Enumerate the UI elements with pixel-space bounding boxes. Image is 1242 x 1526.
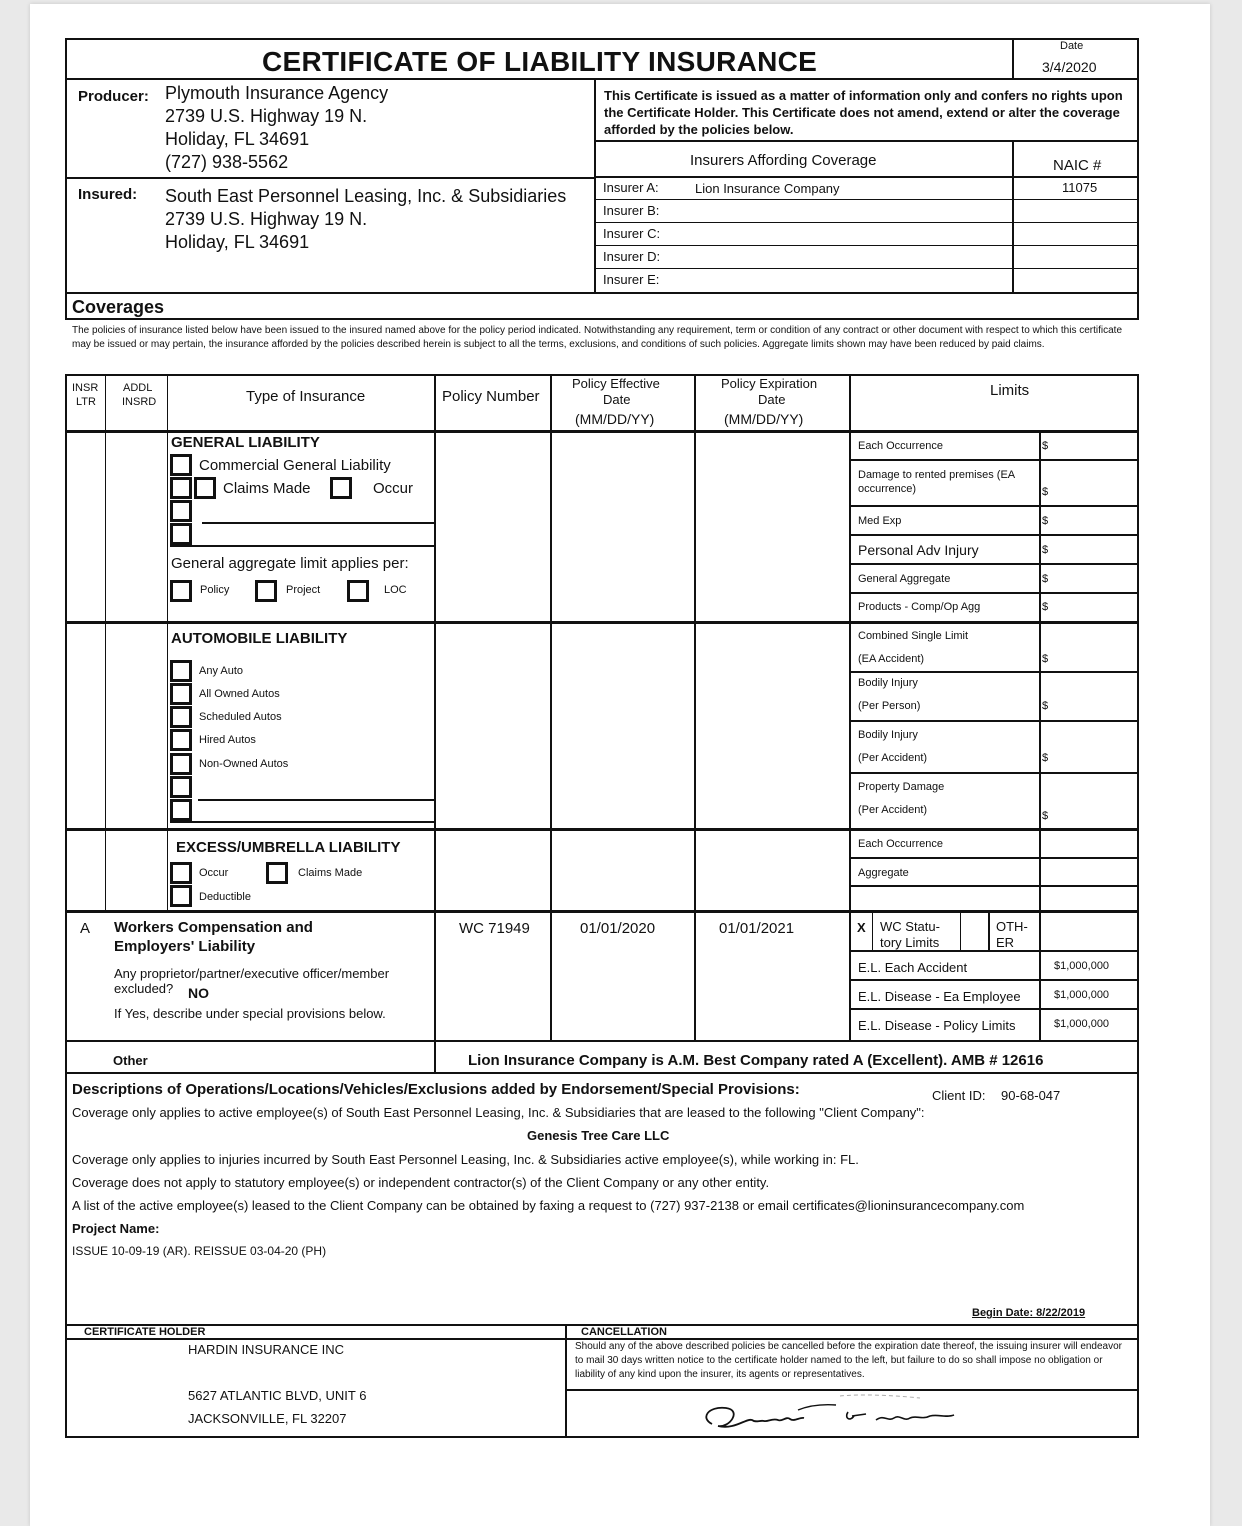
description-line: Coverage only applies to active employee(s) of South East Personnel Leasing, Inc. & Subsidiaries that are leased to the following "Client Company": [72, 1105, 925, 1120]
excess-occur-checkbox[interactable] [170, 862, 192, 884]
certificate-date: 3/4/2020 [1042, 59, 1097, 75]
cancellation-text: Should any of the above described policies be cancelled before the expiration date thereof, the issuing insurer will endeavor to mail 30 days written notice to the certificate holder named to the left, but failure to do so shall impose no obligation or liability of any kind upon the insurer, its agents or representatives. [575, 1341, 1123, 1380]
occur-label: Occur [373, 480, 414, 497]
client-id-label: Client ID: [932, 1088, 986, 1103]
loc-label: LOC [384, 584, 407, 596]
expiration-header: (MM/DD/YY) [724, 411, 804, 427]
limit-label: Combined Single Limit [858, 630, 969, 642]
wc-limit-value: $1,000,000 [1054, 1018, 1110, 1030]
project-label: Project [286, 584, 321, 596]
project-checkbox[interactable] [255, 580, 277, 602]
description-line: Coverage does not apply to statutory employee(s) or independent contractor(s) of the Client Company or any other entity. [72, 1175, 770, 1190]
effective-header: Date [603, 392, 631, 407]
wc-limit-value: $1,000,000 [1054, 989, 1110, 1001]
limit-label: Products - Comp/Op Agg [858, 601, 981, 613]
holder-line: HARDIN INSURANCE INC [188, 1342, 345, 1357]
wc-question: excluded? [114, 981, 174, 996]
scheduled-autos-checkbox[interactable] [170, 706, 192, 728]
excess-claims-made-checkbox[interactable] [266, 862, 288, 884]
wc-other-label: ER [996, 935, 1015, 950]
cancellation-label: CANCELLATION [581, 1326, 667, 1338]
producer-label: Producer: [78, 88, 149, 105]
dollar-sign: $ [1042, 810, 1049, 822]
policy-header: Policy Number [442, 388, 540, 405]
begin-date: Begin Date: 8/22/2019 [972, 1307, 1086, 1319]
other-auto-checkbox[interactable] [170, 799, 192, 821]
authorized-signature [690, 1390, 980, 1438]
naic-header: NAIC # [1053, 157, 1102, 174]
dollar-sign: $ [1042, 653, 1049, 665]
insured-label: Insured: [78, 186, 138, 203]
insured-line: Holiday, FL 34691 [165, 232, 310, 252]
limit-label: General Aggregate [858, 573, 951, 585]
wc-title: Employers' Liability [114, 938, 256, 955]
coverages-title-box [65, 292, 1139, 320]
project-name-label: Project Name: [72, 1221, 160, 1236]
ltr-header: LTR [76, 396, 96, 408]
deductible-label: Deductible [199, 891, 251, 903]
insured-line: South East Personnel Leasing, Inc. & Subsidiaries [165, 186, 567, 206]
insurer-rating: Lion Insurance Company is A.M. Best Company rated A (Excellent). AMB # 12616 [468, 1052, 1044, 1069]
limit-label: Personal Adv Injury [858, 542, 979, 558]
holder-line: 5627 ATLANTIC BLVD, UNIT 6 [188, 1388, 367, 1403]
auto-item-label: Hired Autos [199, 734, 256, 746]
dollar-sign: $ [1042, 440, 1049, 452]
limits-header: Limits [990, 382, 1030, 399]
deductible-checkbox[interactable] [170, 885, 192, 907]
dollar-sign: $ [1042, 700, 1049, 712]
other-label: Other [113, 1053, 148, 1068]
wc-expiration-date: 01/01/2021 [719, 920, 795, 937]
auto-item-label: Scheduled Autos [199, 711, 282, 723]
limit-label: Property Damage [858, 781, 945, 793]
claims-made-checkbox-a[interactable] [170, 477, 192, 499]
client-company: Genesis Tree Care LLC [527, 1128, 670, 1143]
policy-label: Policy [200, 584, 230, 596]
cgl-checkbox[interactable] [170, 454, 192, 476]
hired-autos-checkbox[interactable] [170, 729, 192, 751]
insurer-c-label: Insurer C: [603, 226, 661, 241]
wc-title: Workers Compensation and [114, 919, 313, 936]
claims-made-label: Claims Made [223, 480, 311, 497]
limit-label: (EA Accident) [858, 653, 925, 665]
insurers-header: Insurers Affording Coverage [690, 152, 877, 169]
wc-statutory-label: WC Statu- [880, 919, 940, 934]
coverages-title: Coverages [72, 297, 165, 317]
general-liability-title: GENERAL LIABILITY [171, 434, 320, 451]
insurer-a-label: Insurer A: [603, 180, 659, 195]
limit-label: (Per Accident) [858, 752, 928, 764]
dollar-sign: $ [1042, 515, 1049, 527]
limit-label: (Per Accident) [858, 804, 928, 816]
certificate-page [30, 4, 1210, 1526]
holder-line: JACKSONVILLE, FL 32207 [188, 1411, 347, 1426]
type-header: Type of Insurance [246, 388, 366, 405]
wc-other-label: OTH- [996, 919, 1028, 934]
description-line: A list of the active employee(s) leased to the Client Company can be obtained by faxing a request to (727) 937-2138 or email certificates@lioninsurancecompany.com [72, 1198, 1025, 1213]
dollar-sign: $ [1042, 601, 1049, 613]
limit-label: Bodily Injury [858, 729, 918, 741]
all-owned-autos-checkbox[interactable] [170, 683, 192, 705]
wc-statutory-mark: X [857, 920, 866, 935]
limit-label: Damage to rented premises (EA occurrence) [858, 469, 1015, 495]
certificate-notice: This Certificate is issued as a matter of information only and confers no rights upon the Certificate Holder. This Certificate does not amend, extend or alter the coverage afforded by the policies below. [604, 88, 1123, 137]
document-title: CERTIFICATE OF LIABILITY INSURANCE [262, 46, 818, 77]
producer-line: 2739 U.S. Highway 19 N. [165, 106, 368, 126]
date-label: Date [1060, 40, 1084, 52]
wc-limit-label: E.L. Disease - Policy Limits [858, 1018, 1016, 1033]
insurer-e-label: Insurer E: [603, 272, 660, 287]
producer-line: (727) 938-5562 [165, 152, 289, 172]
claims-made-checkbox[interactable] [194, 477, 216, 499]
auto-item-label: All Owned Autos [199, 688, 280, 700]
issue-note: ISSUE 10-09-19 (AR). REISSUE 03-04-20 (PH) [72, 1244, 327, 1258]
certificate-holder-label: CERTIFICATE HOLDER [84, 1326, 206, 1338]
coverages-text: The policies of insurance listed below have been issued to the insured named above for the policy period indicated. Notwithstanding any requirement, term or condition of any contract or other document with respect to which this certificate may be issued or may pertain, the insurance afforded by the policies described herein is subject to all the terms, exclusions, and conditions of such policies. Aggregate limits shown may have been reduced by paid claims. [72, 325, 1123, 350]
effective-header: (MM/DD/YY) [575, 411, 655, 427]
any-auto-checkbox[interactable] [170, 660, 192, 682]
other-checkbox[interactable] [170, 500, 192, 522]
dollar-sign: $ [1042, 752, 1049, 764]
wc-limit-value: $1,000,000 [1054, 960, 1110, 972]
wc-question: Any proprietor/partner/executive officer/member [114, 966, 390, 981]
descriptions-title: Descriptions of Operations/Locations/Vehicles/Exclusions added by Endorsement/Special Provisions: [72, 1081, 800, 1098]
policy-checkbox[interactable] [170, 580, 192, 602]
expiration-header: Policy Expiration [721, 376, 818, 391]
dollar-sign: $ [1042, 544, 1049, 556]
insurer-b-label: Insurer B: [603, 203, 660, 218]
producer-line: Holiday, FL 34691 [165, 129, 310, 149]
auto-liability-title: AUTOMOBILE LIABILITY [171, 630, 348, 647]
wc-excluded-answer: NO [188, 985, 209, 1001]
producer-line: Plymouth Insurance Agency [165, 83, 389, 103]
occur-checkbox[interactable] [330, 477, 352, 499]
limit-label: Each Occurrence [858, 440, 943, 452]
cgl-label: Commercial General Liability [199, 457, 391, 474]
wc-question-note: If Yes, describe under special provisions below. [114, 1006, 386, 1021]
excess-liability-title: EXCESS/UMBRELLA LIABILITY [176, 839, 401, 856]
excess-occur-label: Occur [199, 867, 229, 879]
effective-header: Policy Effective [572, 376, 660, 391]
limit-label: Aggregate [858, 867, 909, 879]
wc-statutory-label: tory Limits [880, 935, 940, 950]
other-checkbox[interactable] [170, 523, 192, 545]
insrd-header: INSRD [122, 396, 157, 408]
expiration-header: Date [758, 392, 786, 407]
insurer-d-label: Insurer D: [603, 249, 661, 264]
limit-label: (Per Person) [858, 700, 921, 712]
wc-insurer-letter: A [80, 920, 91, 937]
limit-label: Med Exp [858, 515, 902, 527]
limit-label: Each Occurrence [858, 838, 943, 850]
limit-label: Bodily Injury [858, 677, 918, 689]
insr-header: INSR [72, 382, 99, 394]
wc-effective-date: 01/01/2020 [580, 920, 656, 937]
wc-limit-label: E.L. Each Accident [858, 960, 968, 975]
auto-item-label: Any Auto [199, 665, 244, 677]
wc-limit-label: E.L. Disease - Ea Employee [858, 989, 1021, 1004]
auto-item-label: Non-Owned Autos [199, 758, 289, 770]
other-auto-checkbox[interactable] [170, 776, 192, 798]
addl-header: ADDL [123, 382, 153, 394]
insurer-a-name: Lion Insurance Company [695, 181, 840, 196]
dollar-sign: $ [1042, 486, 1049, 498]
excess-claims-made-label: Claims Made [298, 867, 363, 879]
client-id: 90-68-047 [1001, 1088, 1061, 1103]
loc-checkbox[interactable] [347, 580, 369, 602]
dollar-sign: $ [1042, 573, 1049, 585]
wc-policy-number: WC 71949 [459, 920, 530, 937]
non-owned-autos-checkbox[interactable] [170, 753, 192, 775]
insurer-a-naic: 11075 [1062, 180, 1098, 195]
description-line: Coverage only applies to injuries incurred by South East Personnel Leasing, Inc. & Subsidiaries active employee(s), while working in: FL. [72, 1152, 859, 1167]
aggregate-applies-label: General aggregate limit applies per: [171, 555, 409, 572]
insured-line: 2739 U.S. Highway 19 N. [165, 209, 368, 229]
